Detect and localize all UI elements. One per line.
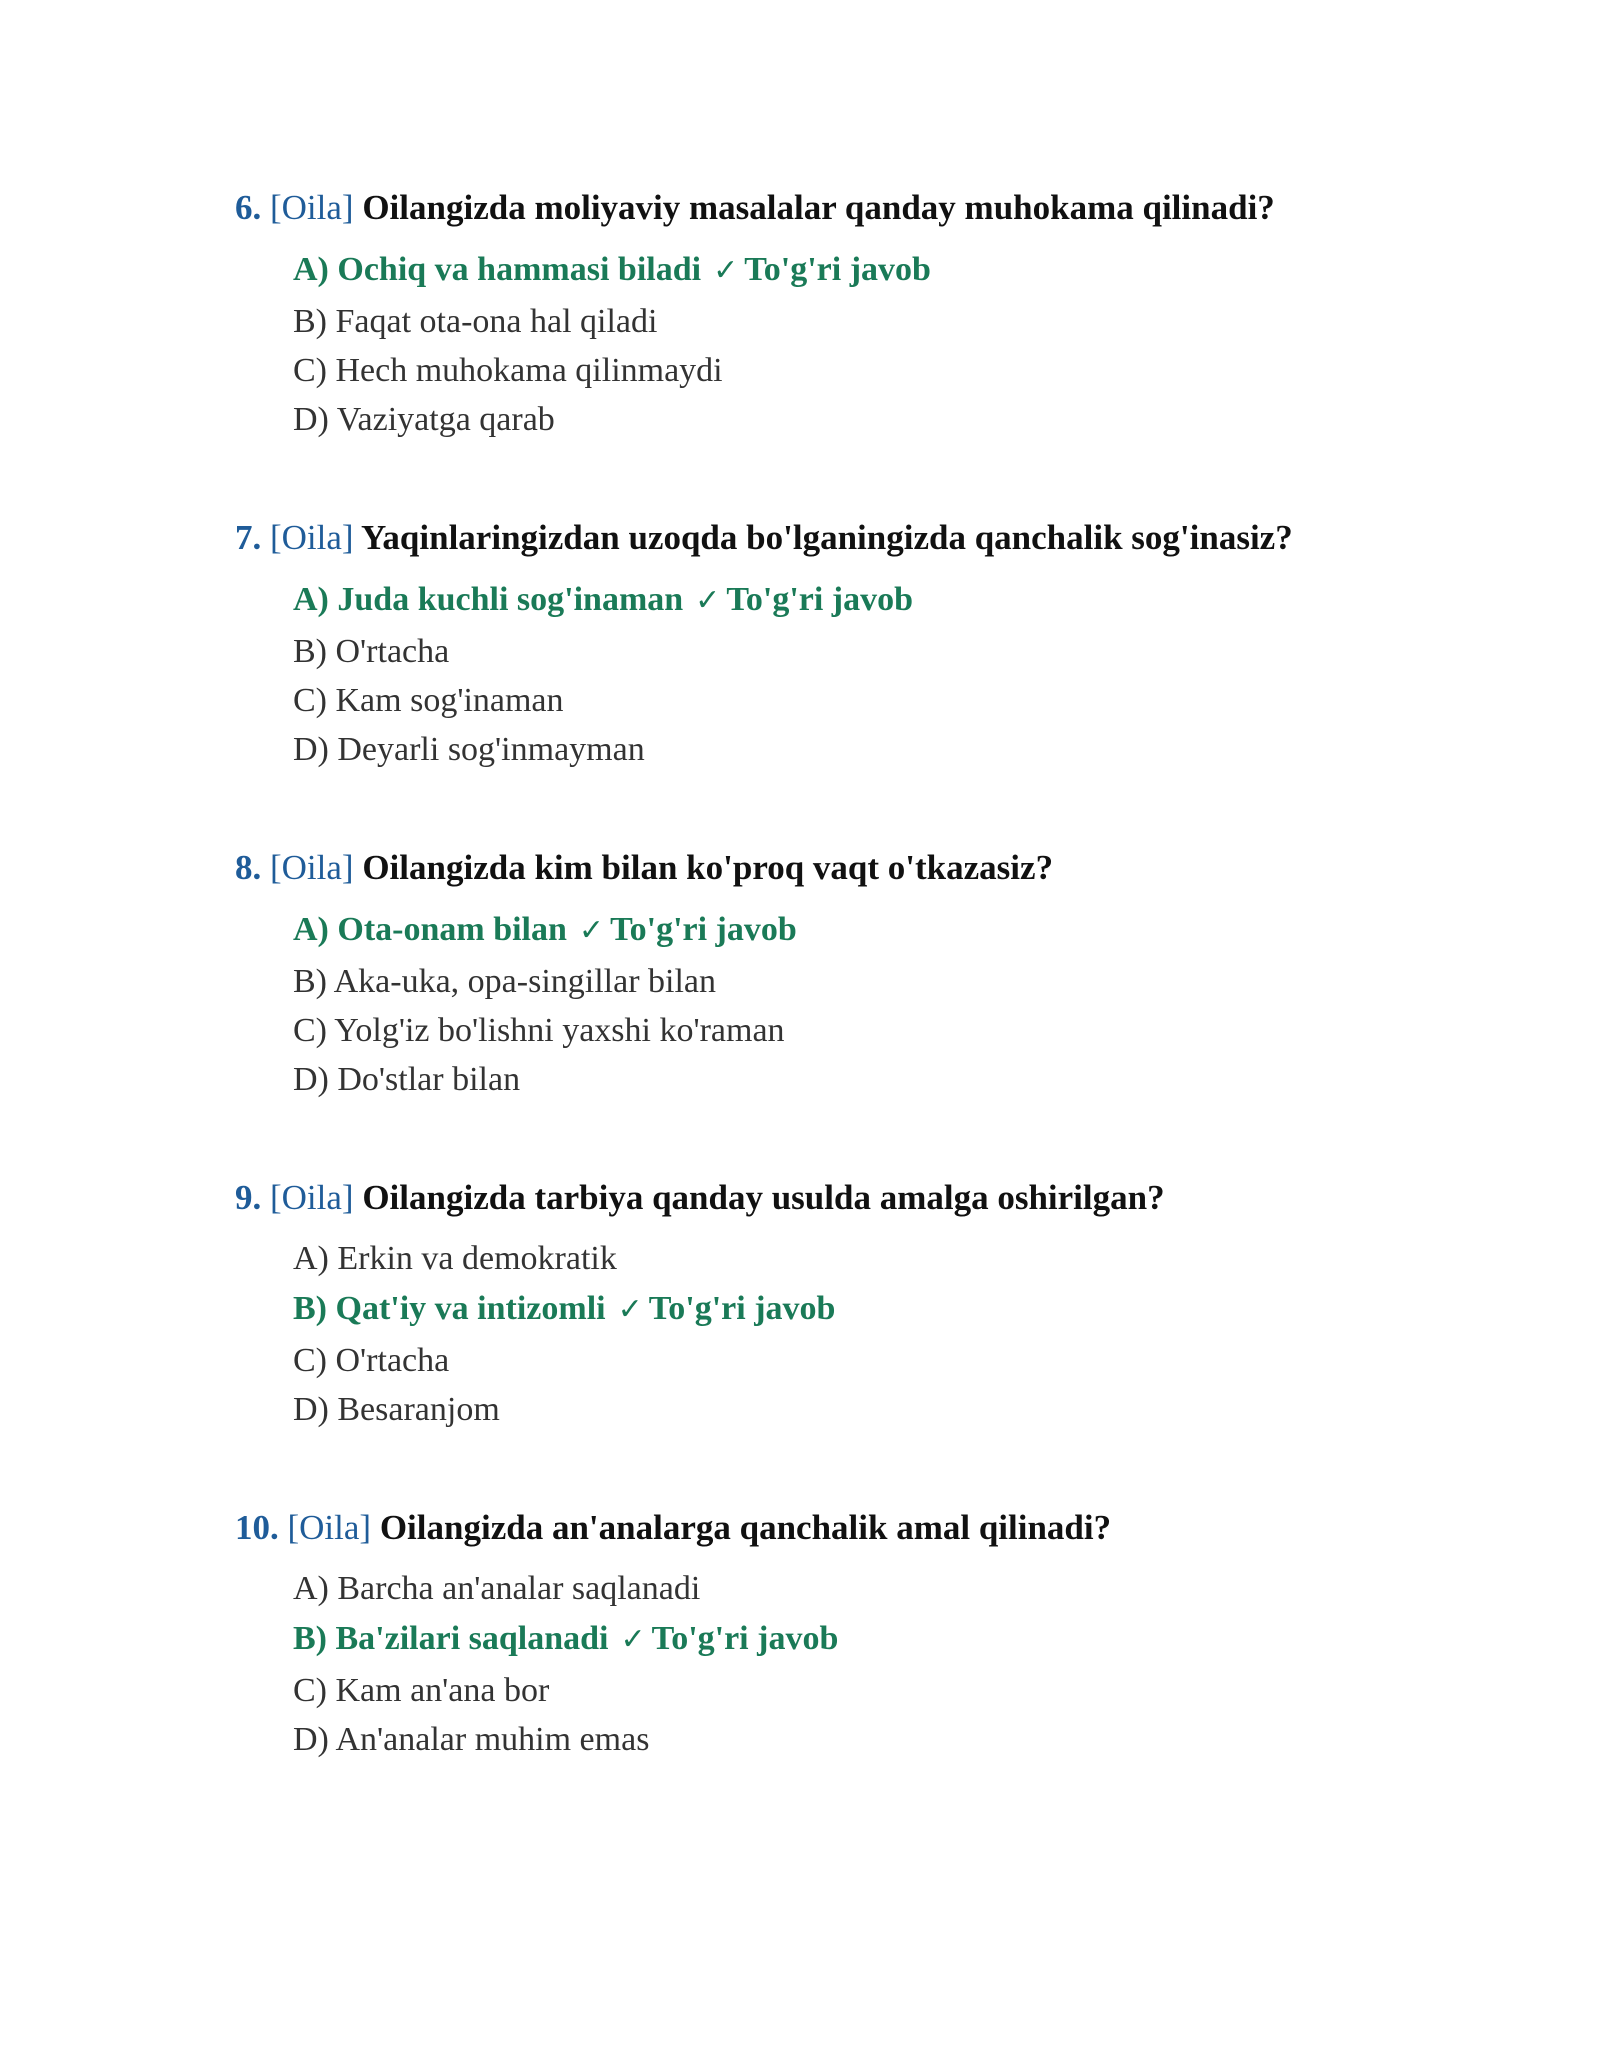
option-label: B) Aka-uka, opa-singillar bilan xyxy=(293,963,717,1000)
answer-option-a xyxy=(293,1564,1485,1613)
answer-option-c xyxy=(293,676,1485,725)
correct-answer-label: To'g'ri javob xyxy=(648,1290,836,1327)
option-label: D) Vaziyatga qarab xyxy=(293,401,555,438)
check-mark-icon: ✓ xyxy=(695,583,721,618)
question-heading xyxy=(235,1176,1485,1220)
option-label: C) Kam sog'inaman xyxy=(293,682,564,719)
question-7 xyxy=(235,516,1485,774)
question-category: [Oila] xyxy=(270,188,354,227)
option-label: D) Besaranjom xyxy=(293,1391,500,1428)
option-label: C) Kam an'ana bor xyxy=(293,1672,550,1709)
option-label: A) Juda kuchli sog'inaman xyxy=(293,581,684,618)
check-mark-icon: ✓ xyxy=(620,1622,646,1657)
question-category: [Oila] xyxy=(270,518,354,557)
answer-option-c xyxy=(293,346,1485,395)
answer-options xyxy=(293,1234,1485,1434)
question-category: [Oila] xyxy=(287,1508,372,1547)
question-8 xyxy=(235,846,1485,1104)
question-text: Oilangizda tarbiya qanday usulda amalga oshirilgan? xyxy=(362,1178,1165,1217)
question-text: Oilangizda moliyaviy masalalar qanday muhokama qilinadi? xyxy=(362,188,1275,227)
answer-option-d xyxy=(293,395,1485,444)
answer-option-b xyxy=(293,627,1485,676)
answer-options xyxy=(293,244,1485,444)
option-label: D) Deyarli sog'inmayman xyxy=(293,731,645,768)
question-heading xyxy=(235,1506,1485,1550)
option-label: A) Erkin va demokratik xyxy=(293,1240,617,1277)
option-label: A) Barcha an'analar saqlanadi xyxy=(293,1570,701,1607)
question-9 xyxy=(235,1176,1485,1434)
check-mark-icon: ✓ xyxy=(617,1292,643,1327)
question-number: 9. xyxy=(235,1178,262,1217)
answer-option-b xyxy=(293,957,1485,1006)
question-text: Yaqinlaringizdan uzoqda bo'lganingizda qanchalik sog'inasiz? xyxy=(361,518,1293,557)
option-label: A) Ochiq va hammasi biladi xyxy=(293,251,702,288)
option-label: B) O'rtacha xyxy=(293,633,450,670)
answer-option-c xyxy=(293,1006,1485,1055)
answer-option-d xyxy=(293,1055,1485,1104)
option-label: B) Ba'zilari saqlanadi xyxy=(293,1620,609,1657)
correct-answer-label: To'g'ri javob xyxy=(651,1620,839,1657)
answer-option-c xyxy=(293,1666,1485,1715)
option-label: A) Ota-onam bilan xyxy=(293,911,567,948)
answer-option-d xyxy=(293,1715,1485,1764)
option-label: C) Yolg'iz bo'lishni yaxshi ko'raman xyxy=(293,1012,785,1049)
option-label: D) An'analar muhim emas xyxy=(293,1721,650,1758)
question-heading xyxy=(235,516,1485,560)
option-label: B) Faqat ota-ona hal qiladi xyxy=(293,303,658,340)
answer-option-a xyxy=(293,904,1485,957)
answer-option-a xyxy=(293,574,1485,627)
check-mark-icon: ✓ xyxy=(578,913,605,948)
answer-option-b xyxy=(293,297,1485,346)
question-category: [Oila] xyxy=(270,1178,354,1217)
question-text: Oilangizda an'analarga qanchalik amal qilinadi? xyxy=(379,1508,1112,1547)
answer-option-b xyxy=(293,1283,1485,1336)
question-heading xyxy=(235,846,1485,890)
question-6 xyxy=(235,186,1485,444)
answer-option-a xyxy=(293,1234,1485,1283)
option-label: C) O'rtacha xyxy=(293,1342,450,1379)
answer-option-a xyxy=(293,244,1485,297)
question-heading xyxy=(235,186,1485,230)
answer-option-d xyxy=(293,1385,1485,1434)
correct-answer-label: To'g'ri javob xyxy=(610,911,797,948)
answer-option-d xyxy=(293,725,1485,774)
question-number: 7. xyxy=(235,518,262,557)
correct-answer-label: To'g'ri javob xyxy=(744,251,931,288)
question-text: Oilangizda kim bilan ko'proq vaqt o'tkazasiz? xyxy=(362,848,1054,887)
answer-options xyxy=(293,904,1485,1104)
option-label: D) Do'stlar bilan xyxy=(293,1061,521,1098)
option-label: C) Hech muhokama qilinmaydi xyxy=(293,352,723,389)
question-category: [Oila] xyxy=(270,848,354,887)
check-mark-icon: ✓ xyxy=(713,253,739,288)
answer-option-c xyxy=(293,1336,1485,1385)
correct-answer-label: To'g'ri javob xyxy=(726,581,914,618)
option-label: B) Qat'iy va intizomli xyxy=(293,1290,606,1327)
answer-option-b xyxy=(293,1613,1485,1666)
answer-options xyxy=(293,1564,1485,1764)
question-number: 6. xyxy=(235,188,262,227)
answer-options xyxy=(293,574,1485,774)
question-10 xyxy=(235,1506,1485,1764)
question-number: 8. xyxy=(235,848,262,887)
question-number: 10. xyxy=(235,1508,279,1547)
